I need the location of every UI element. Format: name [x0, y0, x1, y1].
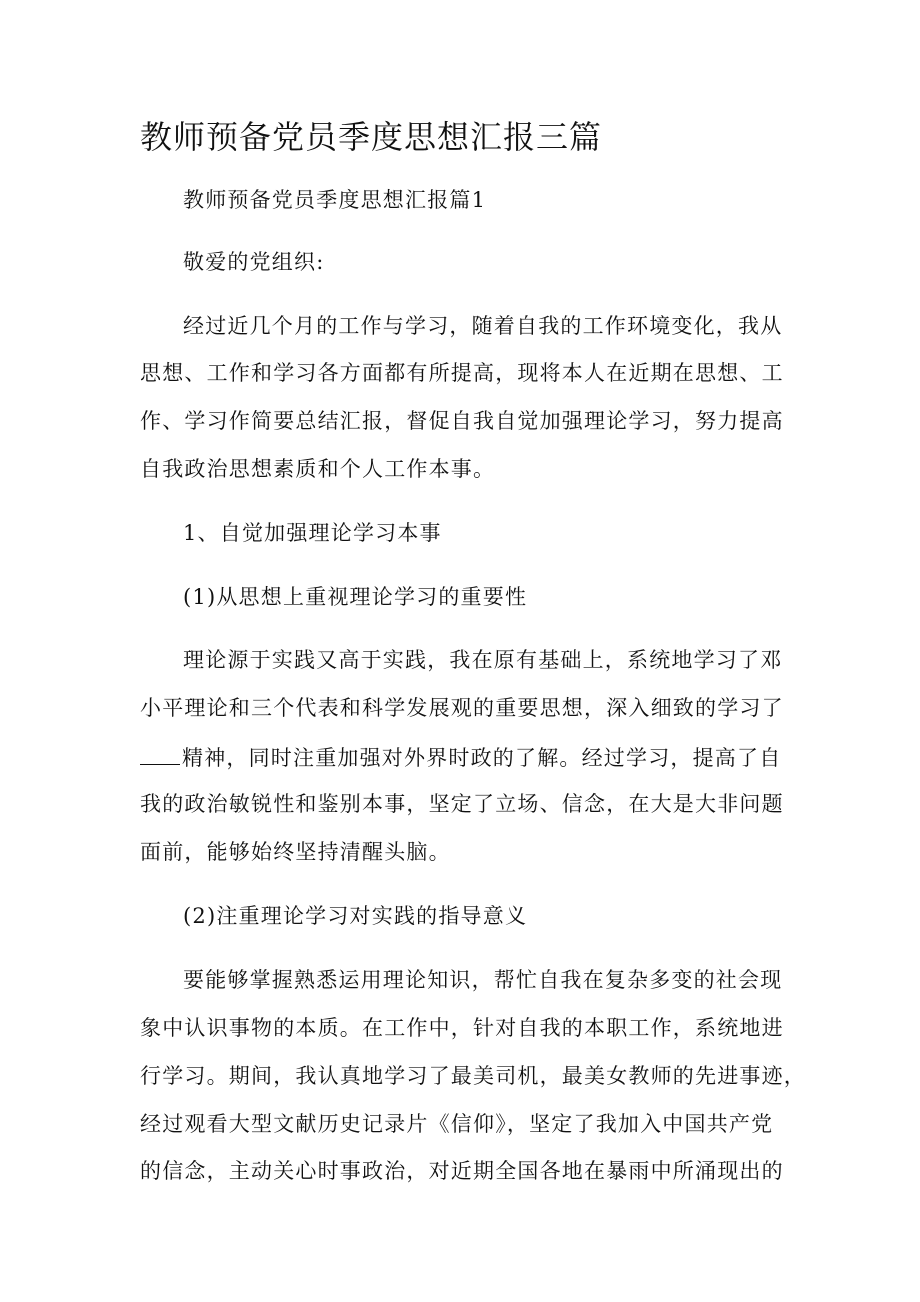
sub1-line-2: 小平理论和三个代表和科学发展观的重要思想，深入细致的学习了 [140, 696, 784, 720]
sub1-line-3-text: 精神，同时注重加强对外界时政的了解。经过学习，提高了自 [182, 746, 782, 770]
subtitle: 教师预备党员季度思想汇报篇1 [183, 188, 487, 212]
intro-line-1: 经过近几个月的工作与学习，随着自我的工作环境变化，我从 [183, 314, 783, 338]
sub2-line-2: 象中认识事物的本质。在工作中，针对自我的本职工作，系统地进 [140, 1016, 784, 1040]
fill-in-blank [140, 746, 180, 765]
section1-heading: 1、自觉加强理论学习本事 [183, 521, 442, 545]
salutation: 敬爱的党组织: [183, 250, 325, 274]
sub1-line-3 [140, 746, 781, 769]
intro-line-3: 作、学习作简要总结汇报，督促自我自觉加强理论学习，努力提高 [140, 409, 784, 433]
sub2-line-5: 的信念，主动关心时事政治，对近期全国各地在暴雨中所涌现出的 [140, 1159, 784, 1183]
sub1-line-1: 理论源于实践又高于实践，我在原有基础上，系统地学习了邓 [183, 648, 783, 672]
sub1-line-5: 面前，能够始终坚持清醒头脑。 [140, 840, 451, 864]
sub2-line-4: 经过观看大型文献历史记录片《信仰》，坚定了我加入中国共产党 [140, 1112, 774, 1136]
intro-line-4: 自我政治思想素质和个人工作本事。 [140, 457, 496, 481]
sub2-line-1: 要能够掌握熟悉运用理论知识，帮忙自我在复杂多变的社会现 [183, 968, 783, 992]
sub2-heading: (2)注重理论学习对实践的指导意义 [183, 904, 528, 928]
sub2-line-3: 行学习。期间，我认真地学习了最美司机，最美女教师的先进事迹， [140, 1064, 806, 1088]
document-title: 教师预备党员季度思想汇报三篇 [140, 118, 603, 156]
intro-line-2: 思想、工作和学习各方面都有所提高，现将本人在近期在思想、工 [140, 361, 784, 385]
sub1-line-4: 我的政治敏锐性和鉴别本事，坚定了立场、信念，在大是大非问题 [140, 792, 784, 816]
sub1-heading: (1)从思想上重视理论学习的重要性 [183, 585, 528, 609]
